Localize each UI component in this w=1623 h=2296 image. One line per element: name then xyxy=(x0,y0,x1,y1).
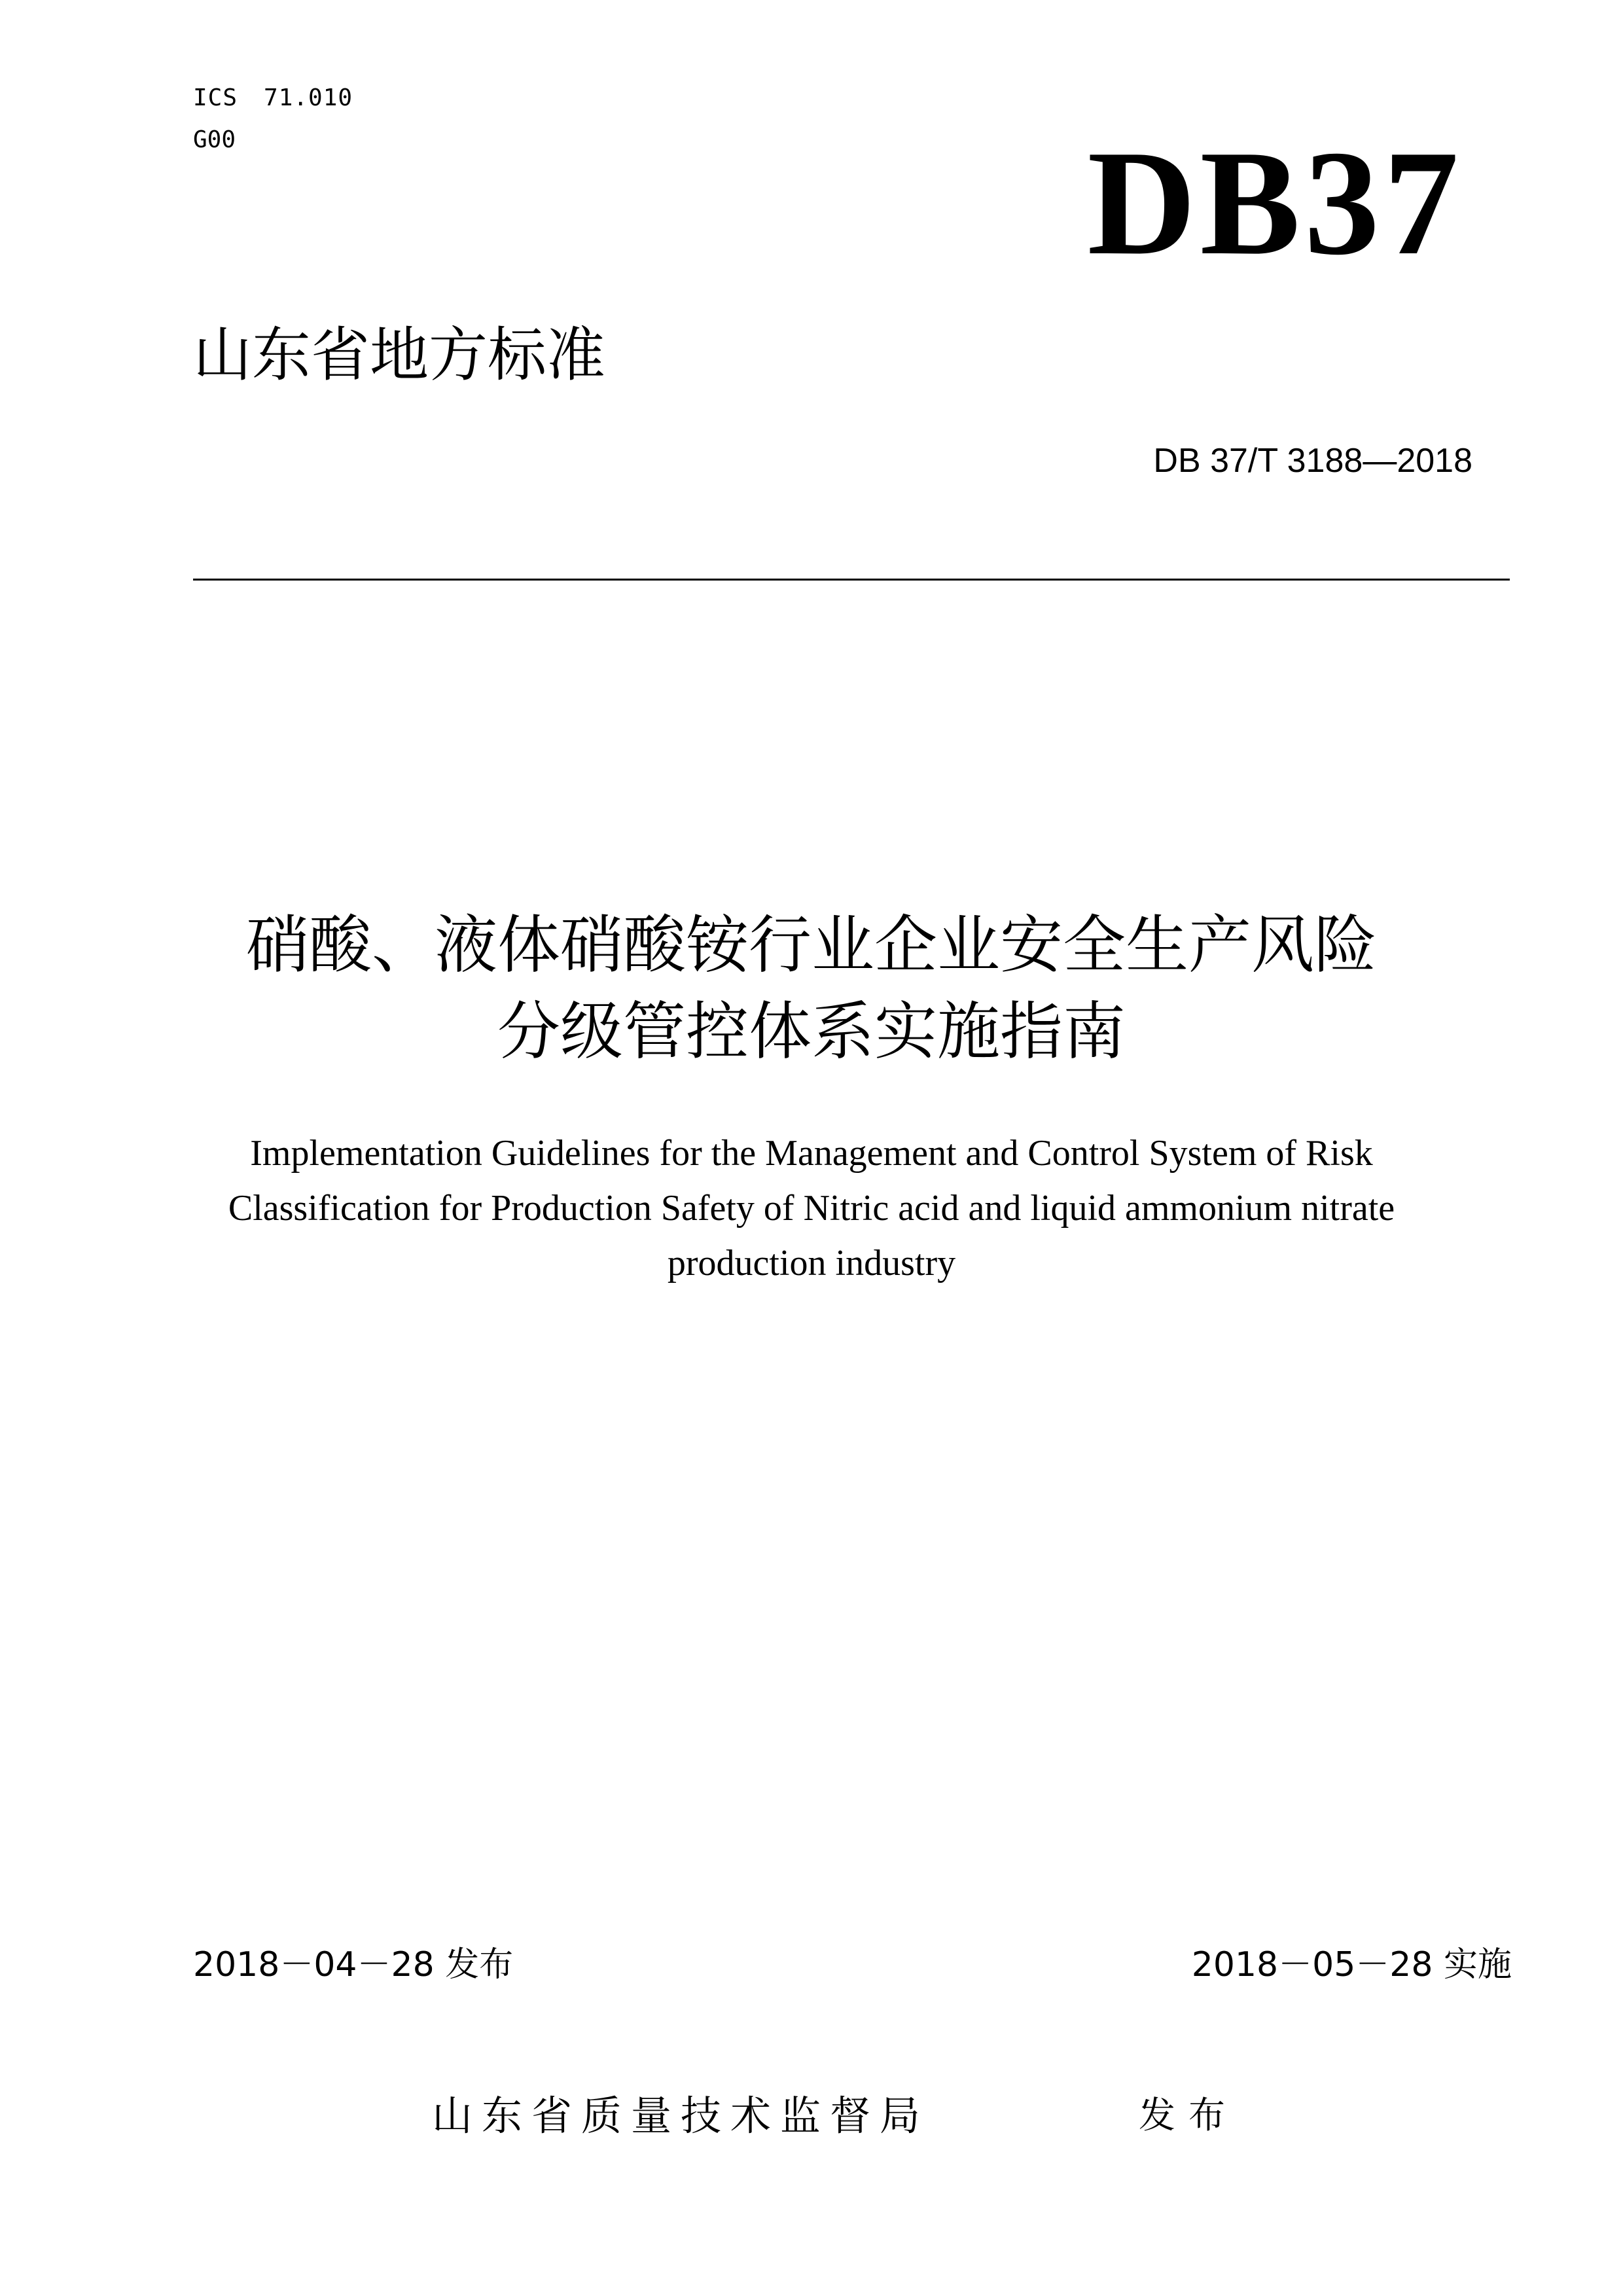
ics-code: 71.010 xyxy=(264,84,353,111)
title-en-line-1: Implementation Guidelines for the Management and Control System of Risk xyxy=(250,1133,1373,1174)
issuing-authority: 山东省质量技术监督局 xyxy=(432,2092,930,2140)
db37-logo: DB37 xyxy=(1087,119,1463,286)
title-cn-line-1: 硝酸、液体硝酸铵行业企业安全生产风险 xyxy=(246,908,1377,982)
title-cn-line-2: 分级管控体系实施指南 xyxy=(497,995,1126,1068)
standard-number: DB 37/T 3188—2018 xyxy=(1153,442,1472,480)
title-en-line-3: production industry xyxy=(667,1243,956,1283)
standard-type: 山东省地方标准 xyxy=(193,321,605,389)
header-divider xyxy=(193,579,1510,581)
issue-label: 发布 xyxy=(1139,2094,1238,2137)
title-english xyxy=(0,1126,1623,1291)
title-chinese xyxy=(0,902,1623,1075)
ccs-code: G00 xyxy=(193,126,236,153)
ics-label: ICS xyxy=(193,84,238,111)
issue-date: 2018－04－28 发布 xyxy=(193,1945,514,1984)
ics-classification xyxy=(193,84,353,113)
title-en-line-2: Classification for Production Safety of Nitric acid and liquid ammonium nitrate xyxy=(228,1188,1395,1229)
implementation-date: 2018－05－28 实施 xyxy=(1191,1945,1512,1984)
